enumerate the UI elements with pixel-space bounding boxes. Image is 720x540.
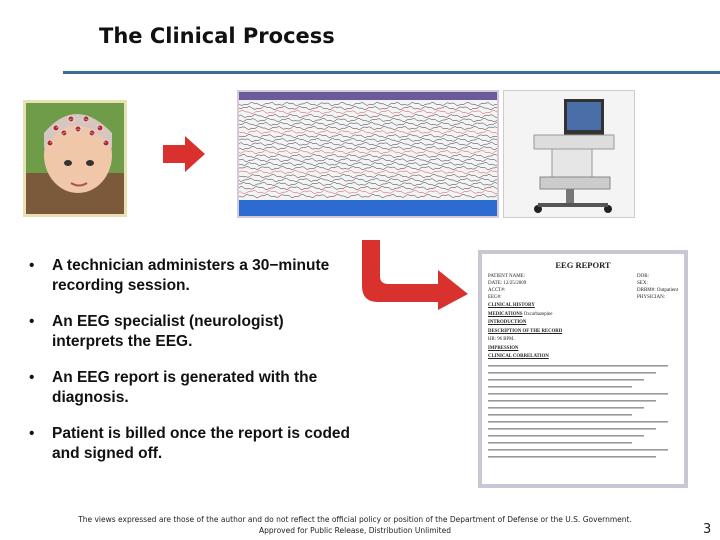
- eeg-trace-line: [239, 194, 497, 198]
- eeg-trace-line: [239, 110, 497, 114]
- eeg-trace-line: [239, 146, 497, 150]
- eeg-trace-line: [239, 138, 497, 142]
- bullet-text: Patient is billed once the report is coded and signed off.: [52, 425, 351, 462]
- footer-disclaimer: [40, 514, 670, 536]
- report-section: [482, 344, 684, 353]
- eeg-trace-line: [239, 150, 497, 154]
- report-text-line: [488, 442, 632, 444]
- bullet-item: [26, 312, 356, 352]
- report-text-line: [488, 449, 668, 451]
- bullet-dot: •: [29, 257, 35, 274]
- report-section: [482, 301, 684, 310]
- eeg-trace-line: [239, 154, 497, 158]
- eeg-trace-line: [239, 130, 497, 134]
- eeg-trace-line: [239, 170, 497, 174]
- bullet-item: [26, 424, 356, 464]
- bullet-text: A technician administers a 30−minute recording session.: [52, 257, 330, 294]
- eeg-trace-line: [239, 102, 497, 106]
- slide-title: The Clinical Process: [99, 24, 335, 48]
- process-bullet-list: [26, 256, 356, 480]
- report-section: [482, 327, 684, 336]
- eeg-trace-line: [239, 162, 497, 166]
- report-text-line: [488, 400, 656, 402]
- eeg-trace-line: [239, 174, 497, 178]
- eeg-number-label: EEG#:: [488, 295, 502, 300]
- eeg-trace-line: [239, 142, 497, 146]
- page-number: 3: [703, 522, 712, 537]
- heart-rate: HR: 96 BPM.: [488, 337, 515, 342]
- bullet-dot: •: [29, 369, 35, 386]
- bullet-item: [26, 256, 356, 296]
- report-text-line: [488, 421, 668, 423]
- eeg-machine-cart-image: [503, 90, 635, 218]
- sex-label: SEX:: [637, 281, 648, 286]
- medication-value: Oxcarbazepine: [523, 311, 553, 317]
- section-heading: CLINICAL HISTORY: [488, 303, 535, 308]
- report-text-line: [488, 386, 632, 388]
- child-eeg-cap-photo: [23, 100, 127, 217]
- section-heading: IMPRESSION: [488, 345, 519, 351]
- report-text-line: [488, 435, 644, 437]
- bullet-text: An EEG report is generated with the diagnosis.: [52, 369, 318, 406]
- bullet-item: [26, 368, 356, 408]
- eeg-trace-line: [239, 178, 497, 182]
- report-text-line: [488, 414, 632, 416]
- report-header-fields: [482, 270, 684, 301]
- title-divider: [63, 71, 720, 74]
- eeg-trace-line: [239, 166, 497, 170]
- section-heading: DESCRIPTION OF THE RECORD: [488, 328, 563, 334]
- arrow-down-right-icon: [360, 240, 472, 315]
- bullet-text: An EEG specialist (neurologist) interprets the EEG.: [52, 313, 284, 350]
- eeg-trace-line: [239, 114, 497, 118]
- footer-line-1: The views expressed are those of the author and do not reflect the official policy or position of the Department of Defense or the U.S. Government.: [78, 515, 632, 524]
- section-heading: INTRODUCTION: [488, 320, 527, 325]
- report-body-text-lines: [482, 361, 678, 471]
- eeg-recording-image: [237, 90, 499, 218]
- report-text-line: [488, 365, 668, 367]
- report-text-line: [488, 428, 656, 430]
- bullet-dot: •: [29, 313, 35, 330]
- report-text-line: [488, 372, 656, 374]
- drrm-label: DRRM#: Outpatient: [637, 288, 678, 293]
- report-text-line: [488, 379, 644, 381]
- report-text-line: [488, 456, 656, 458]
- eeg-trace-line: [239, 126, 497, 130]
- report-title: EEG REPORT: [555, 260, 611, 270]
- eeg-trace-line: [239, 118, 497, 122]
- dob-label: DOB:: [637, 274, 649, 279]
- report-text-line: [488, 393, 668, 395]
- date-label: DATE: 12/25/2009: [488, 281, 527, 286]
- acct-label: ACCT#:: [488, 288, 506, 293]
- eeg-trace-line: [239, 186, 497, 190]
- physician-label: PHYSICIAN:: [637, 295, 666, 300]
- report-section: [482, 310, 684, 319]
- eeg-report-document: [478, 250, 688, 488]
- eeg-trace-line: [239, 122, 497, 126]
- report-text-line: [488, 407, 644, 409]
- eeg-trace-line: [239, 134, 497, 138]
- section-heading: CLINICAL CORRELATION: [488, 354, 549, 359]
- patient-name-label: PATIENT NAME:: [488, 274, 526, 279]
- report-section: [482, 318, 684, 327]
- eeg-trace-line: [239, 190, 497, 194]
- footer-line-2: Approved for Public Release, Distribution Unlimited: [259, 526, 451, 535]
- report-section: [482, 352, 684, 361]
- eeg-trace-line: [239, 158, 497, 162]
- report-section: [482, 335, 684, 344]
- eeg-trace-line: [239, 106, 497, 110]
- section-heading: MEDICATIONS: [488, 311, 523, 317]
- arrow-right-icon: [163, 136, 205, 177]
- eeg-trace-line: [239, 182, 497, 186]
- bullet-dot: •: [29, 425, 35, 442]
